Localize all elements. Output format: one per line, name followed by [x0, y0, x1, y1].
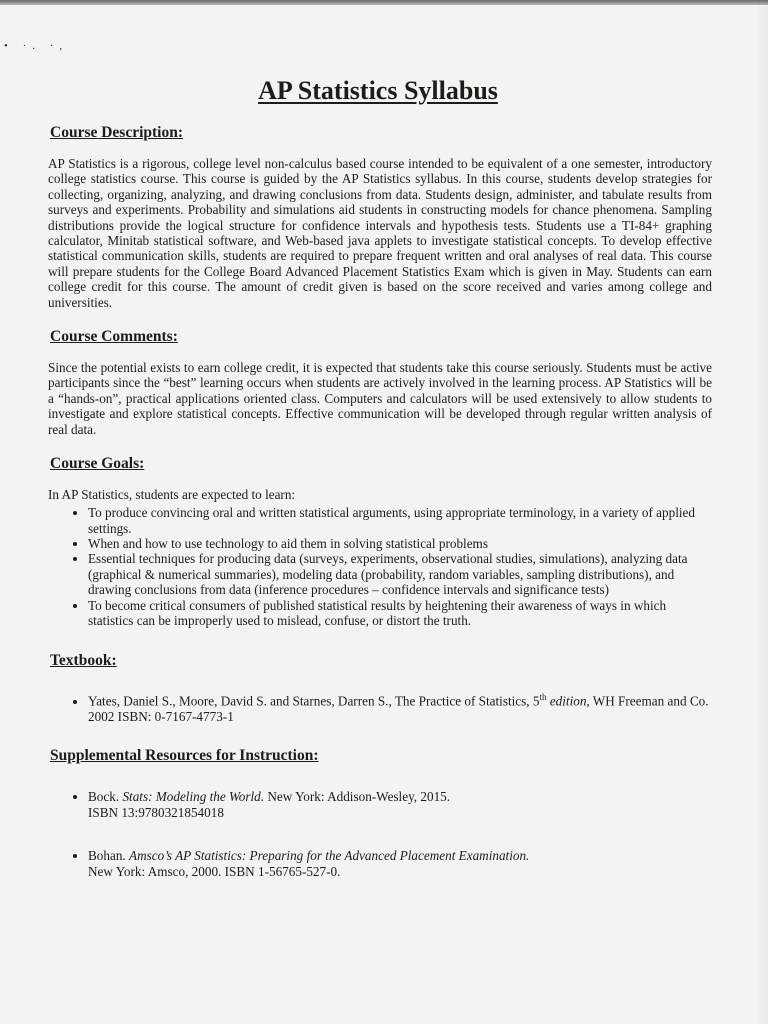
course-goals-heading: Course Goals:: [50, 455, 145, 473]
list-item: • When and how to use technology to aid them in solving statistical problems: [88, 536, 712, 551]
resource-isbn: ISBN 13:9780321854018: [88, 804, 224, 820]
course-description-heading: Course Description:: [50, 124, 184, 141]
textbook-edition: edition,: [546, 693, 590, 709]
syllabus-page: [44, 66, 712, 901]
resource-title: Amsco’s AP Statistics: Preparing for the Advanced Placement Examination.: [129, 848, 530, 864]
scan-top-edge: [0, 0, 768, 5]
textbook-heading: Textbook:: [50, 652, 117, 670]
scan-specks: • ·. ·,: [4, 40, 69, 52]
list-item: [88, 789, 712, 820]
supplemental-list: [44, 789, 712, 879]
scan-right-edge: [756, 0, 768, 1024]
list-item: [88, 848, 712, 879]
list-item: • To produce convincing oral and written statistical arguments, using appropriate terminology, in a variety of applied settings.: [88, 505, 712, 536]
page-title: AP Statistics Syllabus: [258, 76, 498, 105]
list-item: • Essential techniques for producing data (surveys, experiments, observational studies, simulations), analyzing data (graphical & numerical summaries), modeling data (probability, random variables, sampling distributions), and drawing conclusions from data (inference procedures – confidence intervals and significance tests): [88, 551, 712, 597]
course-comments-heading: Course Comments:: [50, 328, 178, 346]
textbook-publisher: WH Freeman and Co. 2002 ISBN: 0-7167-4773-1: [88, 693, 709, 725]
resource-author: Bohan.: [88, 848, 130, 864]
textbook-list: [44, 690, 712, 725]
resource-isbn: New York: Amsco, 2000. ISBN 1-56765-527-0.: [88, 863, 341, 879]
textbook-superscript: th: [539, 692, 547, 703]
resource-title: Stats: Modeling the World.: [122, 788, 265, 804]
resource-publisher: New York: Addison-Wesley, 2015.: [264, 788, 451, 804]
course-comments-text: Since the potential exists to earn college credit, it is expected that students take this course seriously. Students must be active participants since the “best” learning occurs when students are actively involved in the learning process. AP Statistics will be a “hands-on”, practical applications oriented class. Computers and calculators will be used extensively to allow students to investigate and explore statistical concepts. Effective communication will be developed through regular written analysis of real data.: [48, 360, 712, 437]
textbook-authors: Yates, Daniel S., Moore, David S. and Starnes, Darren S., The Practice of Statistics, 5: [88, 693, 540, 709]
course-description-text: AP Statistics is a rigorous, college level non-calculus based course intended to be equivalent of a one semester, introductory college statistics course. This course is guided by the AP Statistics syllabus. In this course, students develop strategies for collecting, organizing, analyzing, and drawing conclusions from data. Students design, administer, and tabulate results from surveys and experiments. Probability and simulations aid students in constructing models for chance phenomena. Sampling distributions provide the logical structure for confidence intervals and hypothesis tests. Students use a TI-84+ graphing calculator, Minitab statistical software, and Web-based java applets to investigate statistical concepts. To develop effective statistical communication skills, students are required to prepare frequent written and oral analyses of real data. This course will prepare students for the College Board Advanced Placement Statistics Exam which is given in May. Students can earn college credit for this course. The amount of credit given is based on the score received and varies among college and universities.: [48, 156, 712, 310]
supplemental-heading: Supplemental Resources for Instruction:: [50, 746, 319, 764]
resource-author: Bock.: [88, 788, 123, 804]
list-item: • To become critical consumers of published statistical results by heightening their awareness of ways in which statistics can be improperly used to mislead, confuse, or distort the truth.: [88, 598, 712, 629]
course-goals-list: [44, 505, 712, 628]
list-item: [88, 690, 712, 725]
course-goals-intro: In AP Statistics, students are expected to learn:: [48, 487, 296, 503]
